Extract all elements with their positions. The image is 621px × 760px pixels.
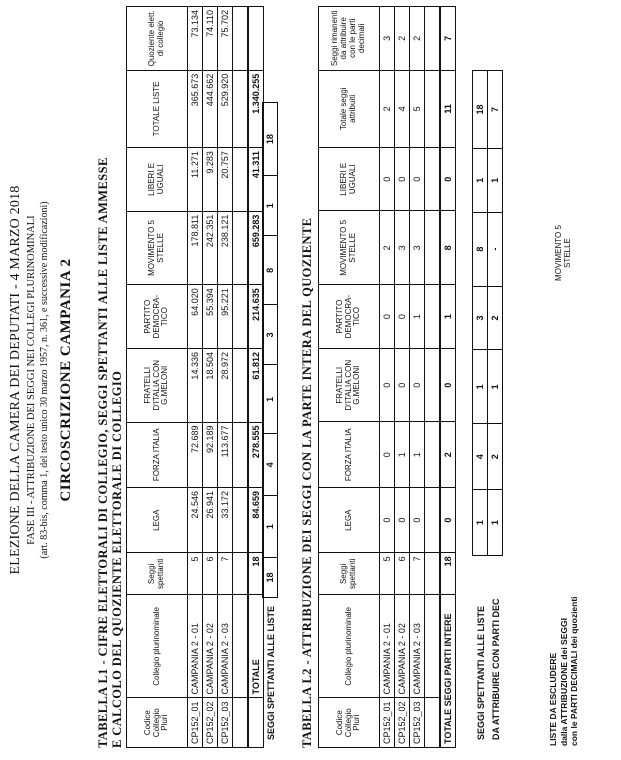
cell-code: CP152_03 xyxy=(410,698,425,748)
cell-seggi: 7 xyxy=(218,553,233,595)
table-row-spacer xyxy=(425,7,441,748)
dec-leu: 1 xyxy=(488,148,503,212)
cell-lega: 24.546 xyxy=(188,488,203,553)
cell-name: CAMPANIA 2 - 01 xyxy=(380,595,395,698)
cell-seggi: 5 xyxy=(188,553,203,595)
total-tot: 1.340.255 xyxy=(248,70,264,147)
spett-leu: 1 xyxy=(263,176,278,236)
total-seggi: 18 xyxy=(248,553,264,595)
cell-leu: 20.757 xyxy=(218,148,233,212)
table1-col-m5s: MOVIMENTO 5 STELLE xyxy=(127,211,188,285)
cell-fdi: 18.504 xyxy=(203,349,218,422)
cell-name: CAMPANIA 2 - 03 xyxy=(410,595,425,698)
dec-fi: 2 xyxy=(488,424,503,490)
cell-tot: 365.673 xyxy=(188,70,203,147)
table-row-spacer xyxy=(233,7,249,748)
total-leu: 0 xyxy=(440,147,456,211)
cell-code: CP152_02 xyxy=(395,698,410,748)
cell-fdi: 28.972 xyxy=(218,349,233,422)
cell-name: CAMPANIA 2 - 02 xyxy=(395,595,410,698)
table2-col-tot: Totale seggi attribuiti xyxy=(319,70,380,147)
cell-tot: 4 xyxy=(395,70,410,147)
cell-quoz: 74.110 xyxy=(203,7,218,71)
cell-leu: 0 xyxy=(380,147,395,211)
cell-pd: 1 xyxy=(410,285,425,349)
table-row xyxy=(395,7,410,748)
table2-col-fi: FORZA ITALIA xyxy=(319,422,380,487)
cell-tot: 2 xyxy=(380,70,395,147)
cell-lega: 26.941 xyxy=(203,488,218,553)
excluded-list-name: MOVIMENTO 5 STELLE xyxy=(554,225,572,281)
table2-col-lega: LEGA xyxy=(319,487,380,552)
cell-fi: 1 xyxy=(395,422,410,487)
cell-quoz: 73.134 xyxy=(188,7,203,71)
total-rim: 7 xyxy=(440,7,456,71)
cell-lega: 0 xyxy=(410,487,425,552)
table-row xyxy=(203,7,218,748)
cell-fdi: 0 xyxy=(395,348,410,422)
cell-lega: 33.172 xyxy=(218,488,233,553)
spett-fdi: 1 xyxy=(263,365,278,434)
table1-col-collegio: Collegio plurinominale xyxy=(127,595,188,698)
spett-seggi: 18 xyxy=(263,557,278,597)
table2-da-attribuire-row xyxy=(488,71,503,556)
table2-col-code: Codice Collegio Pluri xyxy=(319,698,380,748)
spett-lega: 1 xyxy=(263,496,278,558)
total-pd: 214.635 xyxy=(248,285,264,349)
total-fi: 278.555 xyxy=(248,422,264,488)
total-label: TOTALE xyxy=(248,595,264,698)
cell-fi: 72.689 xyxy=(188,422,203,488)
spett-fi: 4 xyxy=(263,434,278,496)
table-l1 xyxy=(126,6,264,748)
cell-leu: 11.271 xyxy=(188,148,203,212)
document-header xyxy=(8,0,75,760)
excluded-lists-note xyxy=(548,596,580,746)
table1-col-quoz: Quoziente elett. di collegio xyxy=(127,7,188,71)
election-title: ELEZIONE DELLA CAMERA DEI DEPUTATI - 4 MARZO 2018 xyxy=(8,185,23,575)
cell-name: CAMPANIA 2 - 02 xyxy=(203,595,218,698)
table1-header-row xyxy=(127,7,188,748)
cell-fi: 113.677 xyxy=(218,422,233,488)
table2-col-seggi: Seggi spettanti xyxy=(319,553,380,595)
cell-quoz: 75.702 xyxy=(218,7,233,71)
cell-fdi: 0 xyxy=(410,348,425,422)
spett-pd: 3 xyxy=(263,305,278,365)
table-row xyxy=(410,7,425,748)
cell-lega: 0 xyxy=(380,487,395,552)
cell-tot: 444.662 xyxy=(203,70,218,147)
excluded-line1: LISTE DA ESCLUDERE xyxy=(548,652,558,746)
total-m5s: 8 xyxy=(440,211,456,285)
phase-title: FASE III - ATTRIBUZIONE DEI SEGGI NEI COLLEGI PLURINOMINALI xyxy=(26,215,37,545)
total-m5s: 659.283 xyxy=(248,211,264,285)
cell-tot: 529.920 xyxy=(218,70,233,147)
table-row xyxy=(380,7,395,748)
dec-fdi: 1 xyxy=(488,350,503,424)
table2-header-row xyxy=(319,7,380,748)
table-row xyxy=(218,7,233,748)
table-row xyxy=(188,7,203,748)
cell-fdi: 14.336 xyxy=(188,349,203,422)
table1-title: TABELLA L1 - CIFRE ELETTORALI DI COLLEGIO, SEGGI SPETTANTI ALLE LISTE AMMESSE xyxy=(96,157,110,748)
spett-fi: 4 xyxy=(473,424,488,490)
cell-pd: 55.394 xyxy=(203,285,218,349)
spett-tot: 18 xyxy=(473,71,488,149)
cell-pd: 95.221 xyxy=(218,285,233,349)
spett-fdi: 1 xyxy=(473,350,488,424)
cell-code: CP152_01 xyxy=(188,698,203,748)
cell-name: CAMPANIA 2 - 03 xyxy=(218,595,233,698)
table1-col-lega: LEGA xyxy=(127,488,188,553)
cell-lega: 0 xyxy=(395,487,410,552)
cell-m5s: 2 xyxy=(380,211,395,285)
table1-col-seggi: Seggi spettanti xyxy=(127,553,188,595)
table2-total-row xyxy=(440,7,456,748)
cell-fi: 0 xyxy=(380,422,395,487)
total-seggi: 18 xyxy=(440,553,456,595)
table1-col-fdi: FRATELLI D'ITALIA CON G.MELONI xyxy=(127,349,188,422)
table1-col-tot: TOTALE LISTE xyxy=(127,70,188,147)
cell-pd: 0 xyxy=(395,285,410,349)
cell-leu: 0 xyxy=(410,147,425,211)
total-pd: 1 xyxy=(440,285,456,349)
cell-m5s: 3 xyxy=(395,211,410,285)
total-fdi: 61.812 xyxy=(248,349,264,422)
cell-seggi: 6 xyxy=(203,553,218,595)
cell-code: CP152_01 xyxy=(380,698,395,748)
table1-subtitle: E CALCOLO DEL QUOZIENTE ELETTORALE DI COLLEGIO xyxy=(110,370,124,748)
table1-spettanti-label: SEGGI SPETTANTI ALLE LISTE xyxy=(266,605,276,740)
spett-m5s: 8 xyxy=(263,236,278,305)
table1-col-code: Codice Collegio Pluri xyxy=(127,698,188,748)
table1-col-pd: PARTITO DEMOCRA-TICO xyxy=(127,285,188,349)
cell-m5s: 238.121 xyxy=(218,211,233,285)
cell-tot: 5 xyxy=(410,70,425,147)
table1-col-fi: FORZA ITALIA xyxy=(127,422,188,488)
excluded-line2: dalla ATTRIBUZIONE dei SEGGI xyxy=(558,618,569,746)
table2-col-leu: LIBERI E UGUALI xyxy=(319,147,380,211)
table2-col-pd: PARTITO DEMOCRA-TICO xyxy=(319,285,380,349)
spett-leu: 1 xyxy=(473,148,488,212)
dec-tot: 7 xyxy=(488,71,503,149)
table-l2 xyxy=(318,6,456,748)
cell-pd: 64.020 xyxy=(188,285,203,349)
excluded-line3: con le PARTI DECIMALI dei quozienti xyxy=(569,596,580,746)
cell-seggi: 6 xyxy=(395,553,410,595)
cell-m5s: 178.811 xyxy=(188,211,203,285)
table1-col-leu: LIBERI E UGUALI xyxy=(127,148,188,212)
table2-bottom-rows xyxy=(472,70,503,556)
cell-pd: 0 xyxy=(380,285,395,349)
table2-da-attribuire-label: DA ATTRIBUIRE CON PARTI DEC xyxy=(491,598,501,740)
cell-fdi: 0 xyxy=(380,348,395,422)
total-lega: 0 xyxy=(440,487,456,552)
total-label: TOTALE SEGGI PARTI INTERE xyxy=(440,595,456,748)
table2-spettanti-label: SEGGI SPETTANTI ALLE LISTE xyxy=(476,605,486,740)
table1-spettanti-row xyxy=(262,102,278,598)
table2-col-fdi: FRATELLI D'ITALIA CON G.MELONI xyxy=(319,348,380,422)
dec-m5s: - xyxy=(488,212,503,286)
total-lega: 84.659 xyxy=(248,488,264,553)
spett-pd: 3 xyxy=(473,286,488,350)
circoscrizione-title: CIRCOSCRIZIONE CAMPANIA 2 xyxy=(58,258,74,502)
total-fdi: 0 xyxy=(440,348,456,422)
cell-fi: 1 xyxy=(410,422,425,487)
cell-leu: 0 xyxy=(395,147,410,211)
cell-fi: 92.189 xyxy=(203,422,218,488)
cell-m5s: 242.351 xyxy=(203,211,218,285)
table2-col-rim: Seggi rimanenti da attribuire con le parti decimali xyxy=(319,7,380,71)
spett-tot: 18 xyxy=(263,103,278,176)
total-fi: 2 xyxy=(440,422,456,487)
cell-code: CP152_02 xyxy=(203,698,218,748)
total-tot: 11 xyxy=(440,70,456,147)
cell-code: CP152_03 xyxy=(218,698,233,748)
dec-lega: 1 xyxy=(488,490,503,556)
total-leu: 41.311 xyxy=(248,148,264,212)
spett-lega: 1 xyxy=(473,490,488,556)
legal-reference: (art. 83-bis, comma 1, del testo unico 30 marzo 1957, n. 361, e successive modificazioni) xyxy=(39,201,50,559)
cell-m5s: 3 xyxy=(410,211,425,285)
table2-title: TABELLA L2 - ATTRIBUZIONE DEI SEGGI CON LA PARTE INTERA DEL QUOZIENTE xyxy=(300,217,314,748)
cell-seggi: 5 xyxy=(380,553,395,595)
cell-leu: 9.283 xyxy=(203,148,218,212)
table2-spettanti-row xyxy=(473,71,488,556)
cell-rim: 3 xyxy=(380,7,395,71)
cell-name: CAMPANIA 2 - 01 xyxy=(188,595,203,698)
dec-pd: 2 xyxy=(488,286,503,350)
cell-rim: 2 xyxy=(410,7,425,71)
spett-m5s: 8 xyxy=(473,212,488,286)
table2-col-collegio: Collegio plurinominale xyxy=(319,595,380,698)
cell-seggi: 7 xyxy=(410,553,425,595)
table2-col-m5s: MOVIMENTO 5 STELLE xyxy=(319,211,380,285)
cell-rim: 2 xyxy=(395,7,410,71)
